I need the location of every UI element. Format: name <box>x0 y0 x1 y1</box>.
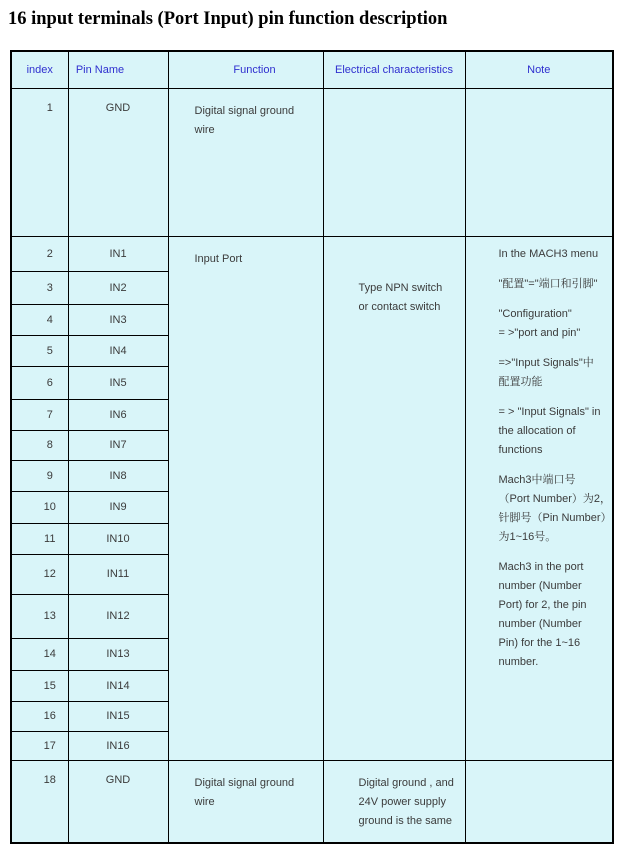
index-cell: 6 <box>11 366 68 399</box>
pin-name-cell: IN9 <box>68 491 168 523</box>
function-cell <box>168 236 323 760</box>
text-line: =>"Input Signals"中 <box>498 356 594 369</box>
pin-name-cell: IN16 <box>68 731 168 760</box>
index-cell: 7 <box>11 399 68 430</box>
index-cell: 18 <box>11 760 68 843</box>
index-cell: 5 <box>11 335 68 366</box>
pin-name-cell: IN10 <box>68 523 168 554</box>
note-paragraph <box>499 305 613 343</box>
text-line: "Configuration" <box>498 307 572 320</box>
electrical-cell <box>323 88 465 236</box>
note-cell <box>465 760 613 843</box>
text-line: = > "Input Signals" in <box>498 405 601 418</box>
text-line: 配置功能 <box>498 375 543 388</box>
text-line: Type NPN switch <box>358 281 443 294</box>
text-line: the allocation of <box>498 424 576 437</box>
text-line: In the MACH3 menu <box>498 247 599 260</box>
text-line: 24V power supply <box>358 795 446 808</box>
pin-name-cell: IN15 <box>68 701 168 731</box>
note-paragraph <box>499 558 613 672</box>
text-line: Digital signal ground <box>194 104 295 117</box>
pin-function-table <box>10 50 614 844</box>
pin-name-cell: IN5 <box>68 366 168 399</box>
pin-name-cell: IN6 <box>68 399 168 430</box>
text-line: "配置"="端口和引脚" <box>498 277 598 290</box>
text-line: Digital ground , and <box>358 776 454 789</box>
page-title: 16 input terminals (Port Input) pin function description <box>8 9 448 29</box>
table-row <box>11 88 613 236</box>
index-cell: 16 <box>11 701 68 731</box>
pin-name-cell: IN4 <box>68 335 168 366</box>
text-line: wire <box>194 795 215 808</box>
index-cell: 15 <box>11 670 68 701</box>
pin-name-cell: GND <box>68 88 168 236</box>
text-line: Digital signal ground <box>194 776 295 789</box>
text-line: or contact switch <box>358 300 441 313</box>
index-cell: 4 <box>11 304 68 335</box>
column-header-function: Function <box>168 51 323 88</box>
text-line: number (Number <box>498 579 582 592</box>
pin-name-cell: IN2 <box>68 271 168 304</box>
text-line: 针脚号（Pin Number） <box>498 511 612 524</box>
index-cell: 3 <box>11 271 68 304</box>
text-line: functions <box>498 443 543 456</box>
text-line: Mach3 in the port <box>498 560 584 573</box>
index-cell: 10 <box>11 491 68 523</box>
text-line: ground is the same <box>358 814 453 827</box>
text-line: wire <box>194 123 215 136</box>
text-line: Input Port <box>194 252 243 265</box>
column-header-note: Note <box>465 51 613 88</box>
index-cell: 12 <box>11 554 68 594</box>
index-cell: 11 <box>11 523 68 554</box>
text-line: number (Number <box>498 617 582 630</box>
note-paragraph <box>499 275 613 294</box>
index-cell: 14 <box>11 638 68 670</box>
column-header-electrical-characteristics: Electrical characteristics <box>323 51 465 88</box>
text-line: Mach3中端口号 <box>498 473 576 486</box>
text-line: （Port Number）为2， <box>498 492 611 505</box>
note-paragraph <box>499 471 613 547</box>
pin-name-cell: IN12 <box>68 594 168 638</box>
function-cell <box>168 760 323 843</box>
header-row <box>11 51 613 88</box>
column-header-pin-name: Pin Name <box>68 51 168 88</box>
pin-name-cell: IN11 <box>68 554 168 594</box>
text-line: = >"port and pin" <box>498 326 581 339</box>
note-cell <box>465 88 613 236</box>
function-cell <box>168 88 323 236</box>
text-line: Port) for 2, the pin <box>498 598 587 611</box>
pin-name-cell: IN13 <box>68 638 168 670</box>
index-cell: 13 <box>11 594 68 638</box>
table-row <box>11 236 613 271</box>
column-header-index: index <box>11 51 68 88</box>
pin-name-cell: IN7 <box>68 430 168 460</box>
pin-name-cell: GND <box>68 760 168 843</box>
document-page <box>0 7 625 844</box>
note-paragraph <box>499 354 613 392</box>
pin-name-cell: IN8 <box>68 460 168 491</box>
index-cell: 1 <box>11 88 68 236</box>
index-cell: 8 <box>11 430 68 460</box>
note-cell <box>465 236 613 760</box>
index-cell: 9 <box>11 460 68 491</box>
pin-name-cell: IN3 <box>68 304 168 335</box>
note-paragraph <box>499 403 613 460</box>
note-paragraph <box>499 245 613 264</box>
index-cell: 2 <box>11 236 68 271</box>
text-line: number. <box>498 655 539 668</box>
index-cell: 17 <box>11 731 68 760</box>
electrical-cell <box>323 236 465 760</box>
electrical-cell <box>323 760 465 843</box>
text-line: Pin) for the 1~16 <box>498 636 581 649</box>
pin-name-cell: IN14 <box>68 670 168 701</box>
text-line: 为1~16号。 <box>498 530 557 543</box>
table-row <box>11 760 613 843</box>
pin-name-cell: IN1 <box>68 236 168 271</box>
